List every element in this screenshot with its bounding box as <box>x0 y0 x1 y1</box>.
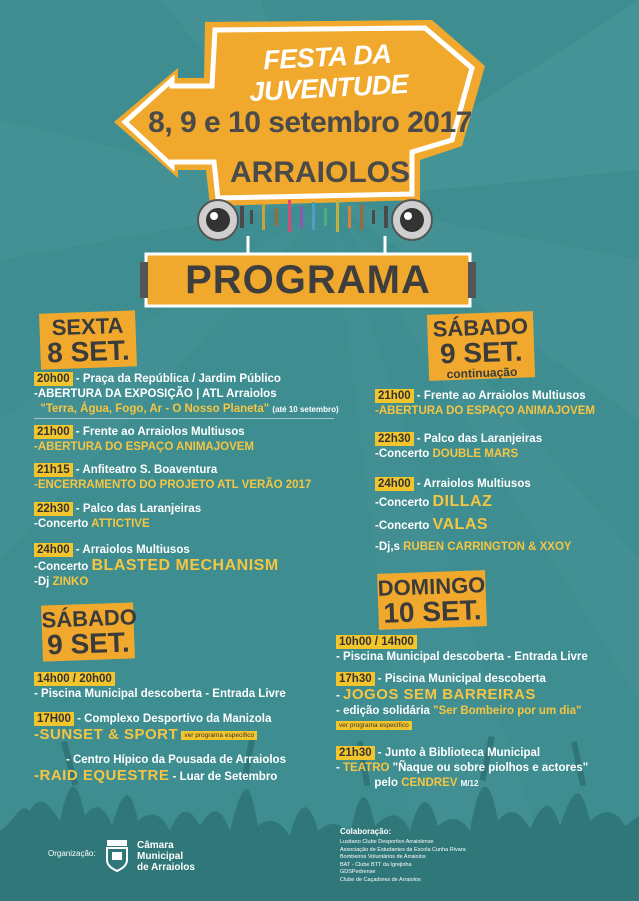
event-time: 10h00 / 14h00 <box>336 635 417 649</box>
event-sabado-1 <box>34 672 286 702</box>
day-tag-domingo <box>377 570 487 630</box>
event-title: -ABERTURA DO ESPAÇO ANIMAJOVEM <box>34 441 254 453</box>
event-place: - Anfiteatro S. Boaventura <box>72 464 218 476</box>
day-date: 9 SET. <box>439 335 523 370</box>
event-place: - Frente ao Arraiolos Multiusos <box>72 426 245 438</box>
speaker-right-icon <box>392 200 432 240</box>
collaborator-item: Bombeiros Voluntários de Arraiolos <box>340 854 426 860</box>
event-sabado-2 <box>34 712 271 744</box>
event-label: -Dj,s <box>375 541 404 553</box>
event-place: - Frente ao Arraiolos Multiusos <box>413 390 586 402</box>
collaborator-item: Clube de Caçadores de Arraiolos <box>340 876 421 883</box>
event-label: - edição solidária <box>336 705 434 717</box>
festival-title: FESTA DA JUVENTUDE <box>248 38 409 108</box>
event-sabado-cont-2 <box>375 432 542 462</box>
event-artist: BLASTED MECHANISM <box>91 557 279 574</box>
event-label: -Concerto <box>375 448 433 460</box>
event-time: 17H00 <box>34 712 74 726</box>
event-place: - Piscina Municipal descoberta - Entrada Livre <box>34 688 286 700</box>
event-place: - Centro Hípico da Pousada de Arraiolos <box>65 754 286 766</box>
day-name: DOMINGO <box>377 572 486 601</box>
event-label: pelo <box>374 777 402 789</box>
event-place: - Palco das Laranjeiras <box>72 503 202 515</box>
event-artist: DILLAZ <box>432 493 493 510</box>
event-time: 20h00 <box>34 372 73 386</box>
collaborator-item: GDSPedrense <box>340 869 376 875</box>
festival-town: ARRAIOLOS <box>230 156 410 189</box>
day-name: SÁBADO <box>41 604 138 633</box>
event-subtitle: "Ser Bombeiro por um dia" <box>433 705 582 717</box>
collaborator-item: Associação de Estudantes da Escola Cunha Rivara <box>340 846 466 853</box>
council-name: Câmara Municipal de Arraiolos <box>137 840 195 873</box>
municipal-crest-icon <box>103 838 131 872</box>
event-artist: VALAS <box>432 516 489 533</box>
festival-dates: 8, 9 e 10 setembro 2017 <box>148 106 472 139</box>
program-note: ver programa específico <box>336 721 412 730</box>
organization-label: Organização: <box>48 849 96 858</box>
event-duration: (até 10 setembro) <box>272 405 339 414</box>
event-place: - Arraiolos Multiusos <box>72 544 190 556</box>
program-note: ver programa específico <box>181 731 257 740</box>
event-sabado-cont-3 <box>375 477 572 555</box>
event-company: CENDREV <box>401 777 458 789</box>
event-sexta-3 <box>34 463 311 493</box>
event-place: - Palco das Laranjeiras <box>413 433 543 445</box>
event-label: -Concerto <box>375 497 433 509</box>
event-time: 21h00 <box>375 389 414 403</box>
event-sexta-2 <box>34 425 254 455</box>
collaborators-list <box>340 839 466 884</box>
event-label: -Concerto <box>375 520 433 532</box>
event-sabado-3 <box>34 753 286 785</box>
event-domingo-2 <box>336 672 581 734</box>
event-domingo-1 <box>336 635 588 665</box>
event-title: -ENCERRAMENTO DO PROJETO ATL VERÃO 2017 <box>34 479 312 491</box>
event-title: -SUNSET & SPORT <box>34 726 179 743</box>
day-tag-sabado-continuacao <box>427 311 535 381</box>
equalizer-graphic <box>240 200 388 232</box>
event-sexta-5 <box>34 543 279 590</box>
event-label: - <box>336 690 344 702</box>
day-note: continuação <box>446 364 518 382</box>
day-date: 10 SET. <box>382 594 482 629</box>
day-tag-sabado <box>41 602 138 661</box>
event-domingo-3 <box>336 746 588 791</box>
event-subtitle: "Ñaque ou sobre piolhos e actores" <box>389 762 589 774</box>
age-rating: M/12 <box>460 779 479 788</box>
event-place: - Arraiolos Multiusos <box>413 478 531 490</box>
event-place: - Complexo Desportivo da Manizola <box>73 713 272 725</box>
event-label: -Dj <box>34 576 53 588</box>
event-title: TEATRO <box>343 762 390 774</box>
event-title: -ABERTURA DO ESPAÇO ANIMAJOVEM <box>375 405 595 417</box>
event-title: JOGOS SEM BARREIRAS <box>343 686 536 703</box>
event-time: 21h15 <box>34 463 73 477</box>
event-place: - Piscina Municipal descoberta <box>374 673 546 685</box>
event-artist: DOUBLE MARS <box>432 448 519 460</box>
event-time: 22h30 <box>34 502 73 516</box>
event-time: 17h30 <box>336 672 375 686</box>
collaborator-item: Lusitano Clube Desportivo Arraiolense <box>340 839 434 845</box>
event-place: - Piscina Municipal descoberta - Entrada Livre <box>336 651 588 663</box>
programa-heading: PROGRAMA <box>185 258 431 302</box>
event-subtitle: "Terra, Água, Fogo, Ar - O Nosso Planeta" <box>40 403 270 415</box>
day-date: 9 SET. <box>46 626 131 661</box>
event-time: 22h30 <box>375 432 414 446</box>
event-sexta-1 <box>34 372 339 417</box>
event-title: -RAID EQUESTRE <box>34 767 170 784</box>
day-date: 8 SET. <box>46 334 131 369</box>
event-time: 21h00 <box>34 425 73 439</box>
collaboration-label: Colaboração: <box>340 827 392 836</box>
event-artist: ATTICTIVE <box>91 518 150 530</box>
event-label: -Concerto <box>34 518 92 530</box>
event-time: 24h00 <box>375 477 414 491</box>
event-time: 24h00 <box>34 543 73 557</box>
event-place: - Junto à Biblioteca Municipal <box>374 747 541 759</box>
event-time: 21h30 <box>336 746 375 760</box>
event-place: - Praça da República / Jardim Público <box>72 373 281 385</box>
event-label: -Concerto <box>34 561 92 573</box>
event-sexta-4 <box>34 502 201 532</box>
speaker-left-icon <box>198 200 238 240</box>
event-artist: RUBEN CARRINGTON & XXOY <box>403 541 572 553</box>
event-artist: ZINKO <box>52 576 89 588</box>
day-name: SÁBADO <box>432 313 529 342</box>
event-subtitle: - Luar de Setembro <box>169 771 278 783</box>
event-time: 14h00 / 20h00 <box>34 672 115 686</box>
collaborator-item: BAT - Clube BTT da Igrejinha <box>340 861 412 868</box>
day-tag-sexta <box>39 310 137 369</box>
event-title: -ABERTURA DA EXPOSIÇÃO | ATL Arraiolos <box>34 388 277 400</box>
event-label: - <box>336 762 344 774</box>
day-name: SEXTA <box>51 312 124 341</box>
event-sabado-cont-1 <box>375 389 595 419</box>
